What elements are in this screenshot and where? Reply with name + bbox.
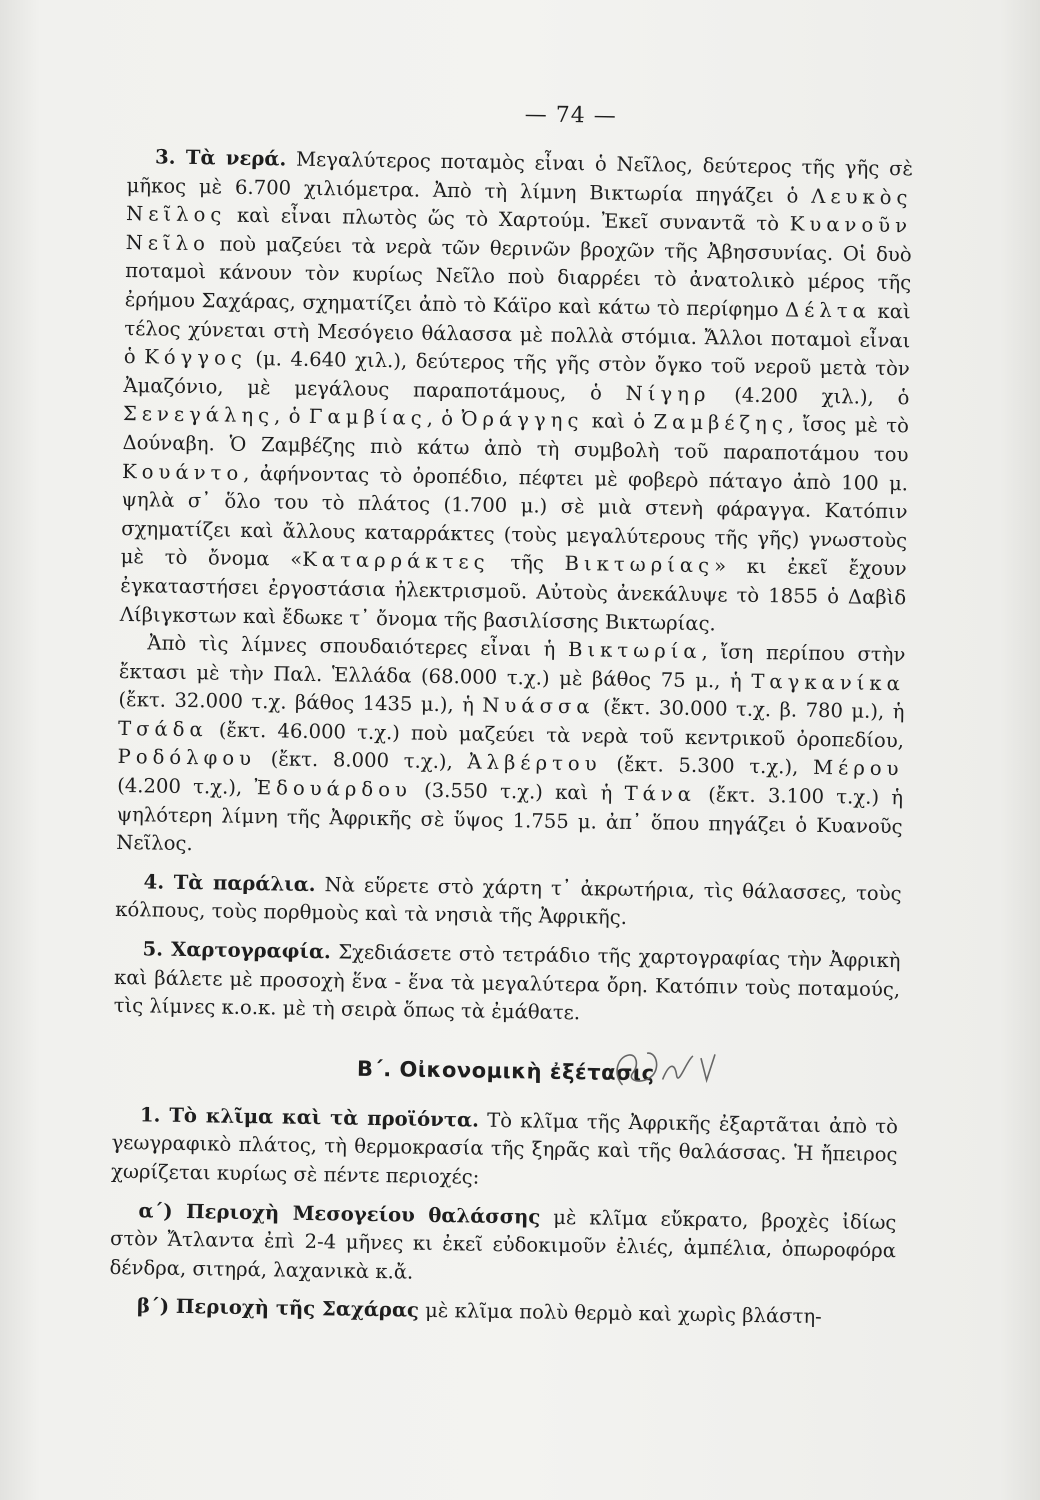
heading-region-mediterranean: α΄) Περιοχὴ Μεσογείου θαλάσσης xyxy=(138,1198,541,1229)
heading-climate: 1. Τὸ κλῖμα καὶ τὰ προϊόντα. xyxy=(139,1103,480,1132)
paragraph-coasts: 4. Τὰ παράλια. Νὰ εὕρετε στὸ χάρτη τ᾽ ἀκρωτήρια, τὶς θάλασσες, τοὺς κόλπους, τοὺς πορθμοὺς καὶ τὰ νησιὰ τῆς Ἀφρικῆς. xyxy=(115,870,902,930)
heading-waters: 3. Τὰ νερά. xyxy=(154,145,287,171)
page-number: — 74 — xyxy=(524,102,617,129)
paragraph-region-sahara: β΄) Περιοχὴ τῆς Σαχάρας μὲ κλῖμα πολὺ θερμὸ καὶ χωρὶς βλάστη- xyxy=(136,1294,822,1329)
handwritten-signature-mark xyxy=(602,1044,743,1096)
heading-cartography: 5. Χαρτογραφία. xyxy=(142,937,332,964)
paragraph-region-mediterranean: α΄) Περιοχὴ Μεσογείου θαλάσσης μὲ κλῖμα εὔκρατο, βροχὲς ἰδίως στὸν Ἄτλαντα ἐπὶ 2-4 μῆνες κι ἐκεῖ εὐδοκιμοῦν ἐλιές, ἀμπέλια, ὀπωροφόρα δένδρα, σιτηρά, λαχανικὰ κ.ἄ. xyxy=(109,1198,897,1284)
section-heading-economic: Β΄. Οἰκονομικὴ ἐξέτασις xyxy=(113,1053,899,1089)
heading-coasts: 4. Τὰ παράλια. xyxy=(143,870,316,896)
paragraph-cartography: 5. Χαρτογραφία. Σχεδιάσετε στὸ τετράδιο τῆς χαρτογραφίας τὴν Ἀφρικὴ καὶ βάλετε μὲ προσοχὴ ἕνα - ἕνα τὰ μεγαλύτερα ὄρη. Κατόπιν τοὺς ποταμούς, τὶς λίμνες κ.ο.κ. μὲ τὴ σειρὰ ὅπως τὰ ἐμάθατε. xyxy=(113,937,901,1025)
page-content xyxy=(109,96,914,1333)
paragraph-lakes: Ἀπὸ τὶς λίμνες σπουδαιότερες εἶναι ἡ Βικτωρία, ἴση περίπου στὴν ἔκτασι μὲ τὴν Παλ. Ἑλλάδα (68.000 τ.χ.) μὲ βάθος 75 μ., ἡ Ταγκανίκα (ἔκτ. 32.000 τ.χ. βάθος 1435 μ.), ἡ Νυάσσα (ἔκτ. 30.000 τ.χ. β. 780 μ.), ἡ Τσάδα (ἔκτ. 46.000 τ.χ.) ποὺ μαζεύει τὰ νερὰ τοῦ κεντρικοῦ ὀροπεδίου, Ροδόλφου (ἔκτ. 8.000 τ.χ.), Ἀλβέρτου (ἔκτ. 5.300 τ.χ.), Μέρου (4.200 τ.χ.), Ἐδουάρδου (3.550 τ.χ.) καὶ ἡ Τάνα (ἔκτ. 3.100 τ.χ.) ἡ ψηλότερη λίμνη τῆς Ἀφρικῆς σὲ ὕψος 1.755 μ. ἀπ᾽ ὅπου πηγάζει ὁ Κυανοῦς Νεῖλος. xyxy=(116,631,906,856)
paragraph-climate: 1. Τὸ κλῖμα καὶ τὰ προϊόντα. Τὸ κλῖμα τῆς Ἀφρικῆς ἐξαρτᾶται ἀπὸ τὸ γεωγραφικὸ πλάτος, τὴ θερμοκρασία τῆς ξηρᾶς καὶ τῆς θαλάσσας. Ἡ ἤπειρος χωρίζεται κυρίως σὲ πέντε περιοχές: xyxy=(110,1103,899,1189)
heading-region-sahara: β΄) Περιοχὴ τῆς Σαχάρας xyxy=(136,1294,420,1323)
paragraph-waters: 3. Τὰ νερά. Μεγαλύτερος ποταμὸς εἶναι ὁ Νεῖλος, δεύτερος τῆς γῆς σὲ μῆκος μὲ 6.700 χιλιόμετρα. Ἀπὸ τὴ λίμνη Βικτωρία πηγάζει ὁ Λευκὸς Νεῖλος καὶ εἶναι πλωτὸς ὥς τὸ Χαρτούμ. Ἐκεῖ συναντᾶ τὸ Κυανοῦν Νεῖλο ποὺ μαζεύει τὰ νερὰ τῶν θερινῶν βροχῶν τῆς Ἀβησσυνίας. Οἱ δυὸ ποταμοὶ κάνουν τὸν κυρίως Νεῖλο ποὺ διαρρέει τὸ ἀνατολικὸ μέρος τῆς ἐρήμου Σαχάρας, σχηματίζει ἀπὸ τὸ Κάϊρο καὶ κάτω τὸ περίφημο Δέλτα καὶ τέλος χύνεται στὴ Μεσόγειο θάλασσα μὲ πολλὰ στόμια. Ἄλλοι ποταμοὶ εἶναι ὁ Κόγγος (μ. 4.640 χιλ.), δεύτερος τῆς γῆς στὸν ὄγκο τοῦ νεροῦ μετὰ τὸν Ἀμαζόνιο, μὲ μεγάλους παραποτάμους, ὁ Νίγηρ (4.200 χιλ.), ὁ Σενεγάλης, ὁ Γαμβίας, ὁ Ὀράγγης καὶ ὁ Ζαμβέζης, ἴσος μὲ τὸ Δούναβη. Ὁ Ζαμβέζης πιὸ κάτω ἀπὸ τὴ συμβολὴ τοῦ παραποτάμου του Κουάντο, ἀφήνοντας τὸ ὀροπέδιο, πέφτει μὲ φοβερὸ πάταγο ἀπὸ 100 μ. ψηλὰ σ᾽ ὅλο του τὸ πλάτος (1.700 μ.) σὲ μιὰ στενὴ φάραγγα. Κατόπιν σχηματίζει καὶ ἄλλους καταρράκτες (τοὺς μεγαλύτερους τῆς γῆς) γνωστοὺς μὲ τὸ ὄνομα «Καταρράκτες τῆς Βικτωρίας» κι ἐκεῖ ἔχουν ἐγκαταστήσει ἐργοστάσια ἠλεκτρισμοῦ. Αὐτοὺς ἀνεκάλυψε τὸ 1855 ὁ Δαβὶδ Λίβιγκστων καὶ ἔδωκε τ᾽ ὄνομα τῆς βασιλίσσης Βικτωρίας. xyxy=(119,145,914,635)
